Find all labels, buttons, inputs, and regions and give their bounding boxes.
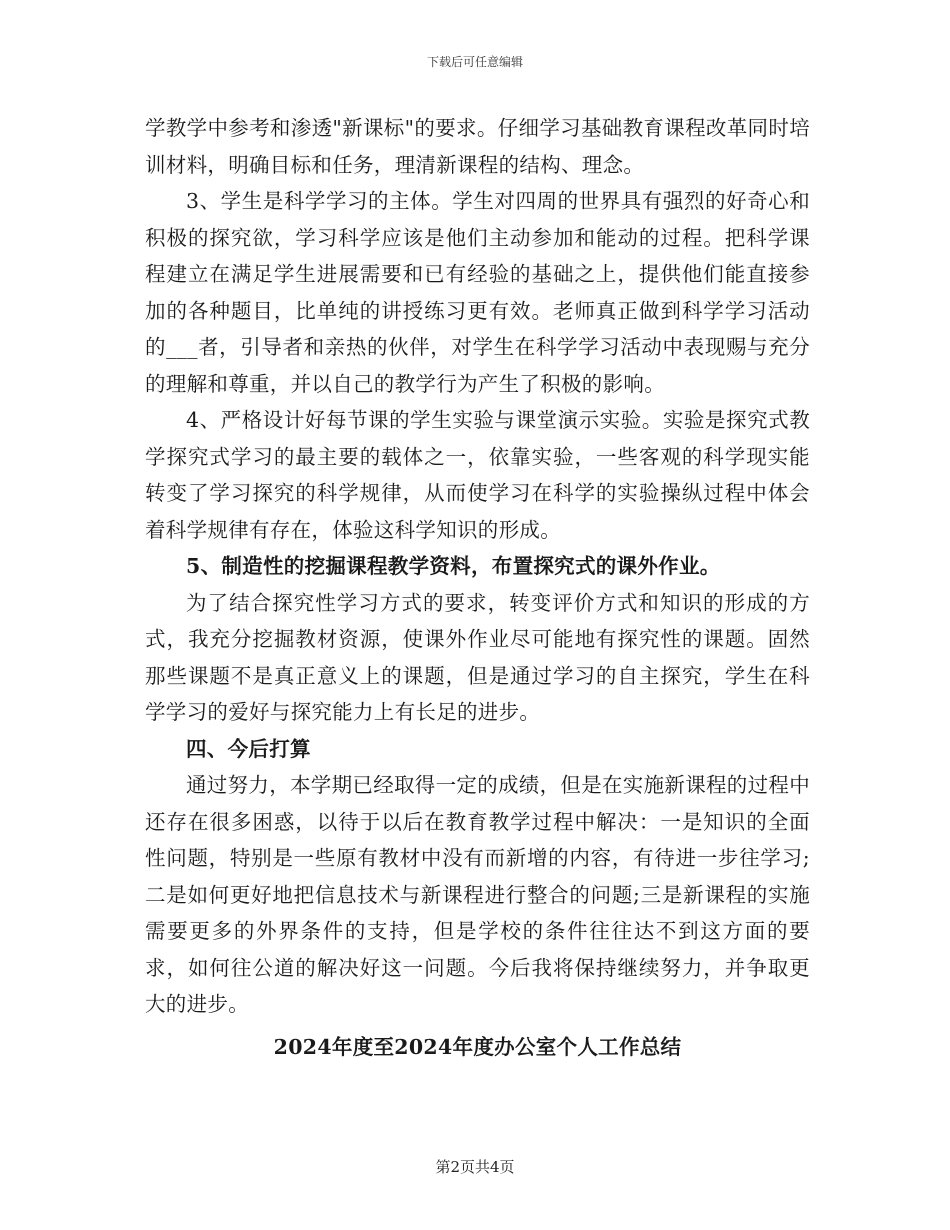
document-section-title: 2024年度至2024年度办公室个人工作总结 — [273, 1034, 682, 1059]
paragraph-item-5-heading: 5、制造性的挖掘课程教学资料，布置探究式的课外作业。 — [186, 554, 721, 578]
page-footer: 第2页共4页 — [435, 1158, 515, 1176]
paragraph-continuation: 学教学中参考和渗透"新课标"的要求。仔细学习基础教育课程改革同时培训材料，明确目标和任务，理清新课程的结构、理念。 — [145, 116, 810, 177]
document-body — [145, 110, 810, 1065]
paragraph-item-3: 3、学生是科学学习的主体。学生对四周的世界具有强烈的好奇心和积极的探究欲，学习科学应该是他们主动参加和能动的过程。把科学课程建立在满足学生进展需要和已有经验的基础之上，提供他们能直接参加的各种题目，比单纯的讲授练习更有效。老师真正做到科学学习活动的___者，引导者和亲热的伙伴，对学生在科学学习活动中表现赐与充分的理解和尊重，并以自己的教学行为产生了积极的影响。 — [145, 189, 810, 396]
paragraph-item-5-body: 为了结合探究性学习方式的要求，转变评价方式和知识的形成的方式，我充分挖掘教材资源，使课外作业尽可能地有探究性的课题。固然那些课题不是真正意义上的课题，但是通过学习的自主探究，学生在科学学习的爱好与探究能力上有长足的进步。 — [145, 590, 810, 724]
page-header: 下载后可任意编辑 — [426, 55, 523, 69]
section-heading-future-plans: 四、今后打算 — [186, 736, 311, 761]
paragraph-future-plans: 通过努力，本学期已经取得一定的成绩，但是在实施新课程的过程中还存在很多困惑，以待于以后在教育教学过程中解决：一是知识的全面性问题，特别是一些原有教材中没有而新增的内容，有待进一步往学习;二是如何更好地把信息技术与新课程进行整合的问题;三是新课程的实施需要更多的外界条件的支持，但是学校的条件往往达不到这方面的要求，如何往公道的解决好这一问题。今后我将保持继续努力，并争取更大的进步。 — [145, 773, 810, 1016]
paragraph-item-4: 4、严格设计好每节课的学生实验与课堂演示实验。实验是探究式教学探究式学习的最主要的载体之一，依靠实验，一些客观的科学现实能转变了学习探究的科学规律，从而使学习在科学的实验操纵过程中体会着科学规律有存在，体验这科学知识的形成。 — [145, 408, 810, 542]
